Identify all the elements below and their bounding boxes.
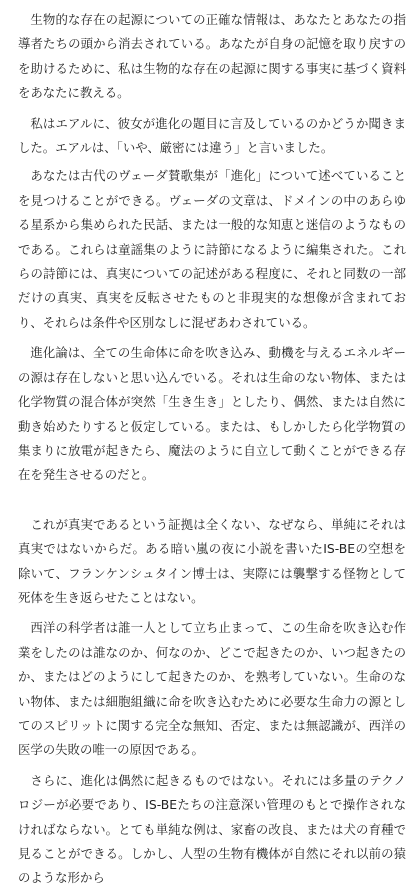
paragraph-vedic-hymns: あなたは古代のヴェーダ賛歌集が「進化」について述べていることを見つけることができる。ヴェーダの文章は、ドメインの中のあらゆる星系から集められた民話、または一般的な知恵と迷信のようなものである。これらは童謡集のように詩節になるように編集された。これらの詩節には、真実についての記述がある程度に、それと同数の一部だけの真実、真実を反転させたものと非現実的な想像が含まれており、それらは条件や区別なしに混ぜあわされている。 bbox=[18, 168, 406, 330]
paragraph-western-scientists: 西洋の科学者は誰一人として立ち止まって、この生命を吹き込む作業をしたのは誰なのか、何なのか、どこで起きたのか、いつ起きたのか、またはどのようにして起きたのか、を熟考していない。生命のない物体、または細胞組織に命を吹き込むために必要な生命力の源としてのスピリットに関する完全な無知、否定、または無認識が、西洋の医学の失敗の唯一の原因である。 bbox=[18, 620, 406, 758]
paragraph-no-evidence: これが真実であるという証拠は全くない、なぜなら、単純にそれは真実ではないからだ。ある暗い嵐の夜に小説を書いたIS-BEの空想を除いて、フランケンシュタイン博士は、実際には襲撃する怪物として死体を生き返らせたことはない。 bbox=[18, 516, 406, 605]
paragraph-evolution-technology: さらに、進化は偶然に起きるものではない。それには多量のテクノロジーが必要であり、IS-BEたちの注意深い管理のもとで操作されなければならない。とても単純な例は、家畜の改良、または犬の育種で見ることができる。しかし、人型の生物有機体が自然にそれ以前の猿のような形から bbox=[18, 772, 406, 886]
paragraph-asking-airl: 私はエアルに、彼女が進化の題目に言及しているのかどうか聞きました。エアルは、「いや、厳密には違う」と言いました。 bbox=[18, 115, 406, 156]
paragraph-evolution-theory: 進化論は、全ての生命体に命を吹き込み、動機を与えるエネルギーの源は存在しないと思い込んでいる。それは生命のない物体、または化学物質の混合体が突然「生き生き」としたり、偶然、または自然に動き始めたりすると仮定している。または、もしかしたら化学物質の集まりに放電が起きたら、魔法のように自立して動くことができる存在を発生させるのだと。 bbox=[18, 345, 406, 483]
paragraph-origin-info: 生物的な存在の起源についての正確な情報は、あなたとあなたの指導者たちの頭から消去されている。あなたが自身の記憶を取り戻すのを助けるために、私は生物的な存在の起源に関する事実に基づく資料をあなたに教える。 bbox=[18, 12, 406, 101]
